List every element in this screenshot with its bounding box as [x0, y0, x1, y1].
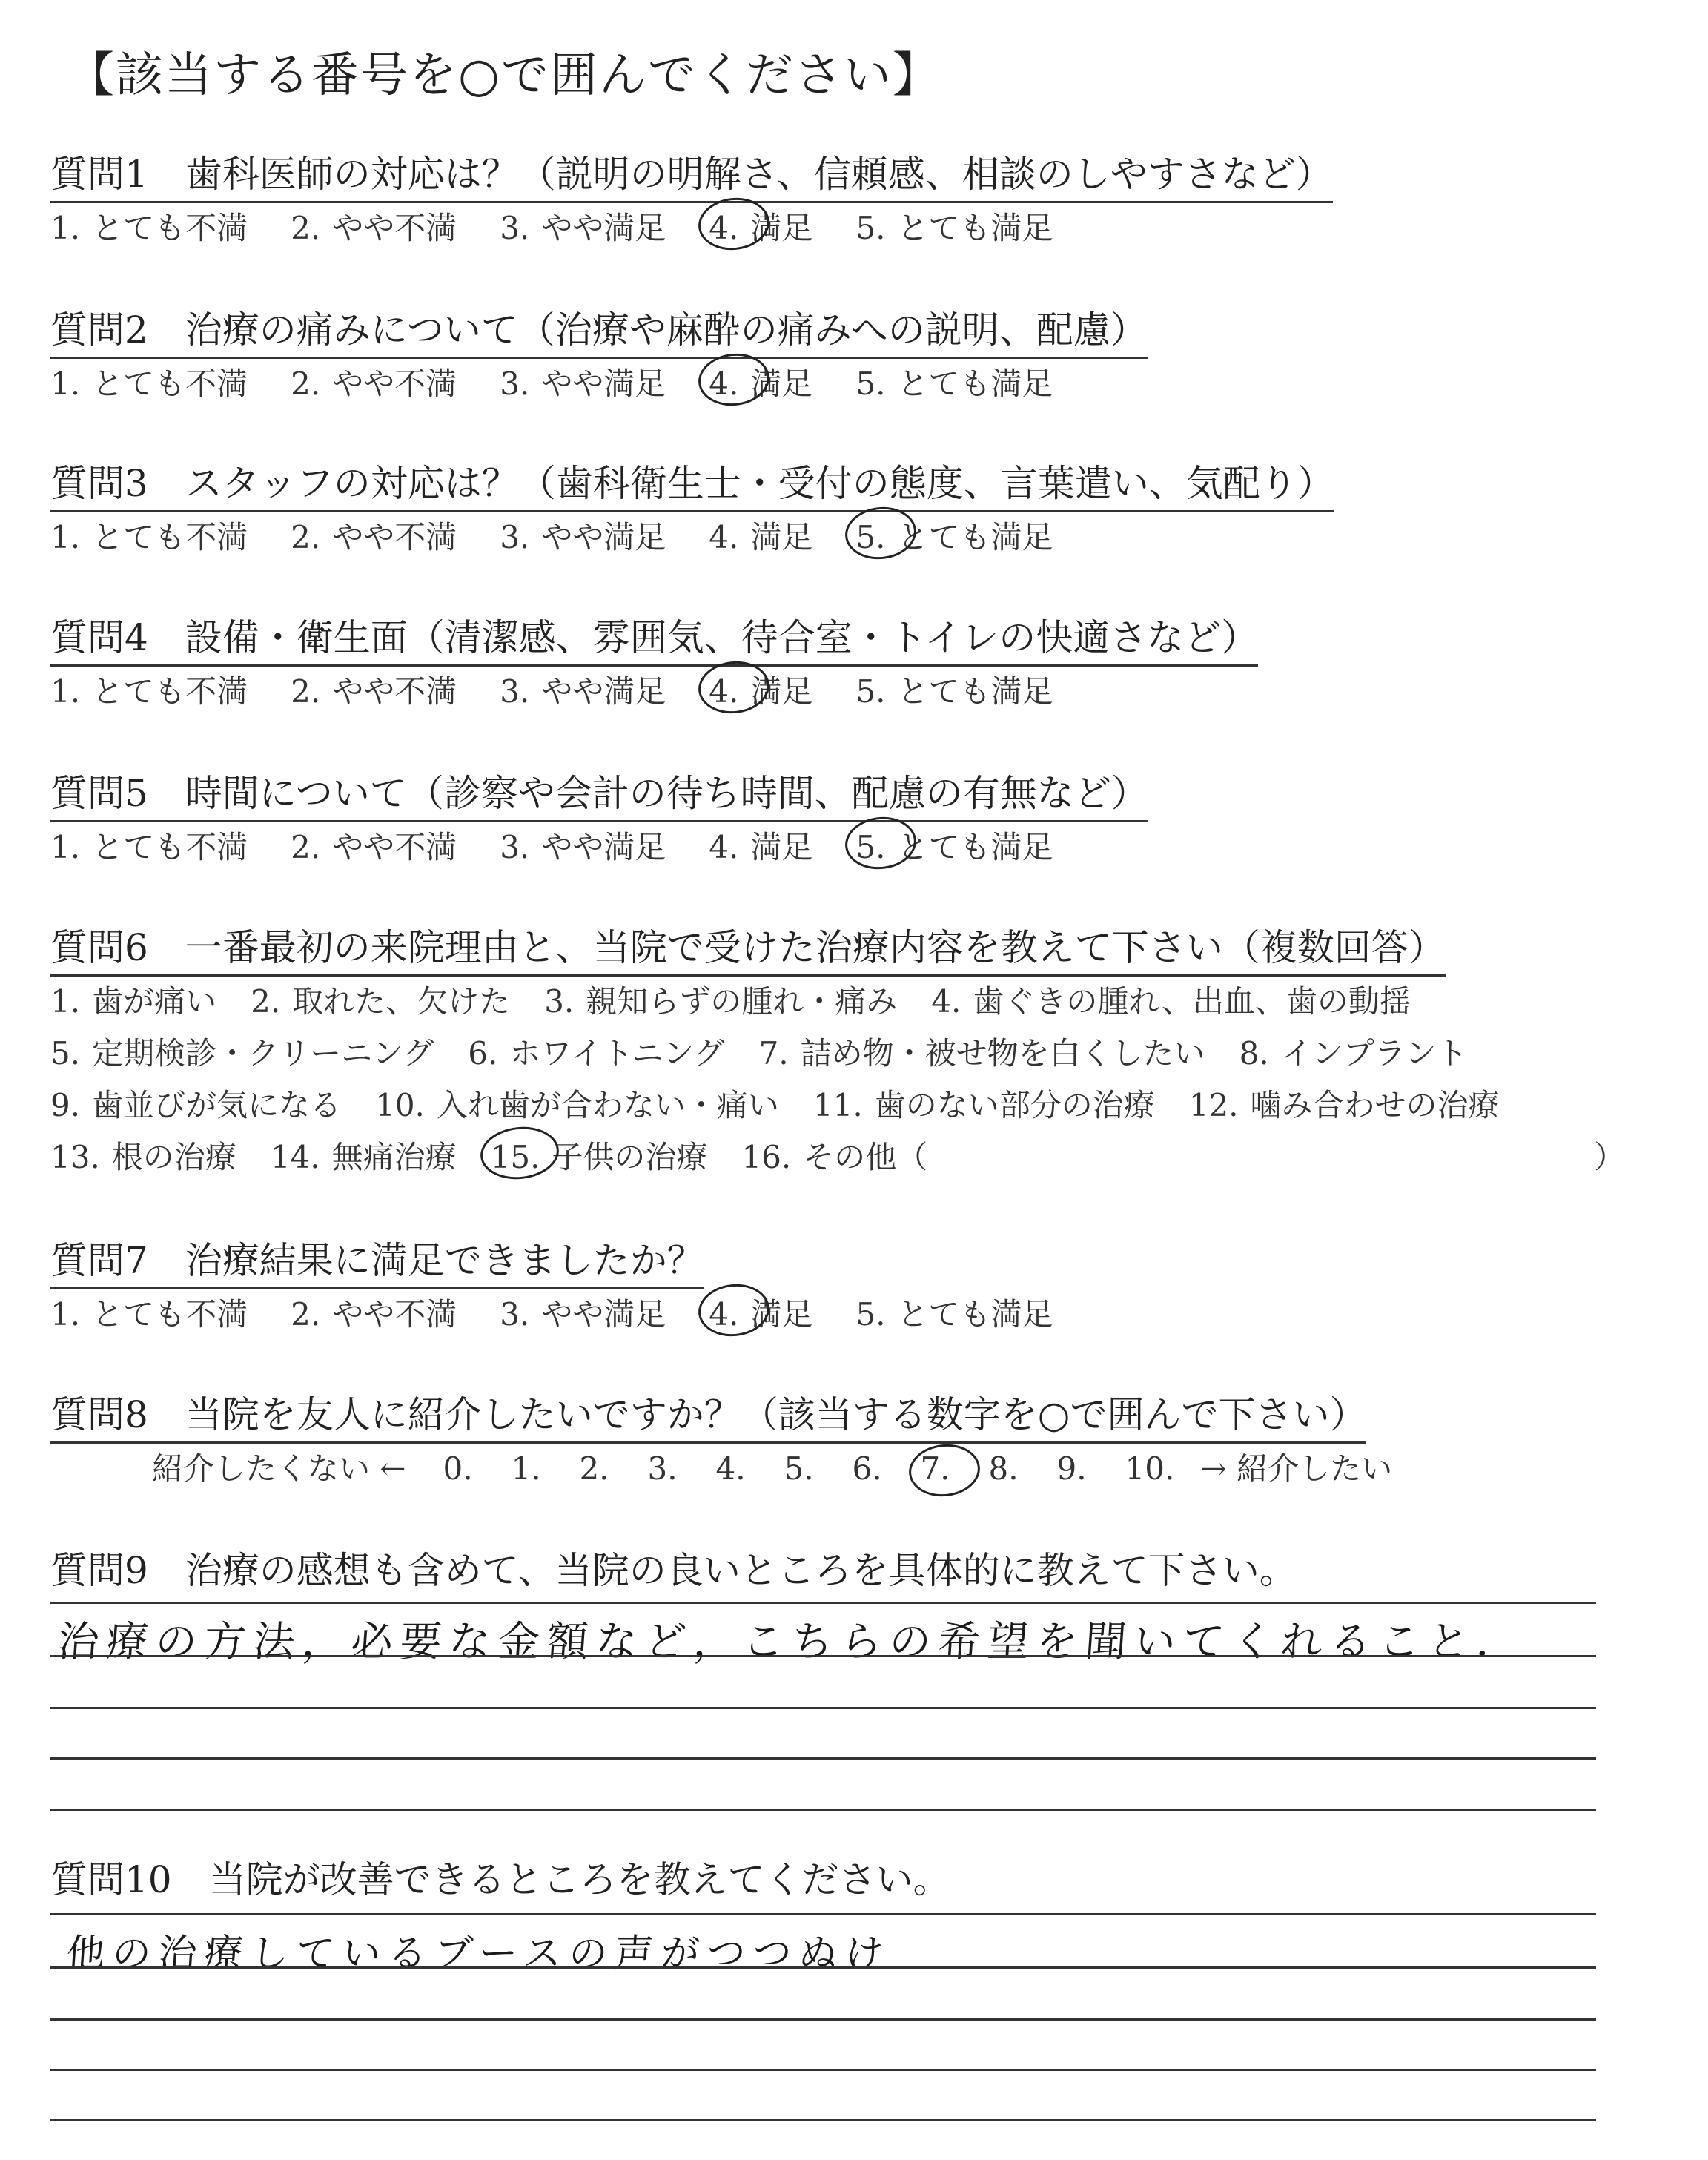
option-number: 3. — [500, 366, 530, 402]
option — [291, 667, 457, 712]
q7-title: 質問7 治療結果に満足できましたか？ — [50, 1231, 704, 1289]
option-number: 3. — [500, 673, 530, 710]
instruction-header: 【該当する番号を○で囲んでください】 — [67, 48, 941, 103]
option-number: 1. — [50, 829, 81, 865]
q8-numbers — [443, 1450, 1194, 1487]
option — [271, 1133, 457, 1178]
option-number: 2. — [291, 673, 321, 710]
option-label: やや不満 — [332, 829, 457, 865]
option-number: 4. — [709, 1296, 739, 1332]
option-number: 4. — [709, 366, 739, 402]
option-number: 3. — [500, 829, 530, 865]
q6-row — [50, 1133, 961, 1178]
option-number: 2. — [291, 829, 321, 865]
q5-options — [50, 823, 1096, 868]
option — [1239, 1029, 1468, 1074]
option-label: とても不満 — [92, 673, 248, 710]
option — [468, 1029, 724, 1074]
option — [291, 204, 457, 248]
q6-other-close: ） — [1594, 1139, 1626, 1175]
option — [50, 204, 248, 248]
q1-title: 質問1 歯科医師の対応は？（説明の明解さ、信頼感、相談のしやすさなど） — [50, 145, 1333, 203]
scale-number: 9. — [1056, 1450, 1087, 1487]
option — [855, 1290, 1053, 1335]
option — [500, 667, 666, 712]
option-number: 1. — [50, 983, 81, 1020]
option-selected — [491, 1133, 708, 1178]
option — [759, 1029, 1205, 1074]
scale-number: 10. — [1125, 1450, 1175, 1487]
option-selected — [709, 204, 812, 248]
answer-line — [50, 1602, 1596, 1604]
option-label: やや不満 — [332, 673, 457, 710]
scale-number: 1. — [511, 1450, 541, 1487]
q3-title: 質問3 スタッフの対応は？（歯科衛生士・受付の態度、言葉遣い、気配り） — [50, 454, 1334, 512]
option-number: 2. — [291, 210, 321, 246]
option-label: とても不満 — [92, 1296, 248, 1332]
q6-title: 質問6 一番最初の来院理由と、当院で受けた治療内容を教えて下さい（複数回答） — [50, 918, 1446, 977]
q6-row — [50, 977, 1445, 1022]
option — [709, 823, 812, 868]
option-number: 10. — [375, 1087, 425, 1123]
option-number: 4. — [709, 519, 739, 555]
option-number: 5. — [855, 210, 886, 246]
option-label: とても不満 — [92, 210, 248, 246]
option-number: 3. — [500, 1296, 530, 1332]
scale-number: 8. — [988, 1450, 1019, 1487]
option-number: 5. — [855, 519, 886, 555]
option-number: 5. — [855, 1296, 886, 1332]
option — [500, 1290, 666, 1335]
option-number: 15. — [490, 1139, 540, 1175]
q2-title: 質問2 治療の痛みについて（治療や麻酔の痛みへの説明、配慮） — [50, 300, 1148, 359]
option-label: やや不満 — [332, 210, 457, 246]
option-label: 満足 — [750, 210, 813, 246]
answer-line — [50, 1913, 1596, 1915]
q8-scale — [152, 1444, 1392, 1489]
option-number: 4. — [709, 673, 739, 710]
option-selected — [855, 513, 1053, 558]
option — [855, 360, 1053, 404]
option-selected — [855, 823, 1053, 868]
option-number: 4. — [709, 829, 739, 865]
option-label: やや不満 — [332, 519, 457, 555]
option-label: 定期検診・クリーニング — [92, 1035, 434, 1071]
option-label: 満足 — [750, 366, 813, 402]
option-label: とても不満 — [92, 366, 248, 402]
option — [251, 977, 510, 1022]
option — [500, 204, 666, 248]
q7-options — [50, 1290, 1096, 1335]
option-label: 歯が痛い — [92, 983, 217, 1020]
q5-title: 質問5 時間について（診察や会計の待ち時間、配慮の有無など） — [50, 764, 1148, 822]
option-number: 4. — [709, 210, 739, 246]
option — [50, 667, 248, 712]
option-label: ホワイトニング — [509, 1035, 725, 1071]
option-number: 2. — [291, 1296, 321, 1332]
option-label: 根の治療 — [111, 1139, 236, 1175]
q10-handwritten-answer: 他の治療しているブースの声がつつぬけ — [64, 1932, 893, 1976]
option-label: 子供の治療 — [552, 1139, 708, 1175]
q8-right-label: → 紹介したい — [1200, 1450, 1393, 1487]
option-label: 歯ぐきの腫れ、出血、歯の動揺 — [973, 983, 1411, 1020]
option-label: 満足 — [750, 1296, 813, 1332]
option — [291, 1290, 457, 1335]
option-number: 3. — [500, 519, 530, 555]
option-number: 1. — [50, 673, 81, 710]
option — [500, 360, 666, 404]
option-number: 8. — [1239, 1035, 1269, 1071]
option-label: 満足 — [750, 829, 813, 865]
option-label: やや満足 — [541, 1296, 666, 1332]
option-number: 2. — [251, 983, 281, 1020]
option — [50, 823, 248, 868]
option-number: 5. — [855, 366, 886, 402]
option-number: 4. — [931, 983, 961, 1020]
option-label: 親知らずの腫れ・痛み — [586, 983, 898, 1020]
q6-row — [50, 1029, 1502, 1074]
option-label: 取れた、欠けた — [292, 983, 511, 1020]
answer-line — [50, 2018, 1596, 2021]
option — [855, 204, 1053, 248]
option-label: 満足 — [750, 519, 813, 555]
scale-number: 2. — [579, 1450, 609, 1487]
option-number: 5. — [855, 673, 886, 710]
option-label: とても満足 — [897, 210, 1053, 246]
option — [50, 1133, 236, 1178]
q9-title: 質問9 治療の感想も含めて、当院の良いところを具体的に教えて下さい。 — [50, 1549, 1297, 1592]
option-number: 5. — [50, 1035, 81, 1071]
option-label: 歯並びが気になる — [92, 1087, 342, 1123]
option-label: やや満足 — [541, 519, 666, 555]
scale-number-selected: 7. — [921, 1450, 989, 1487]
option-number: 11. — [812, 1087, 863, 1123]
scale-number: 5. — [784, 1450, 814, 1487]
option-label: 噛み合わせの治療 — [1250, 1087, 1500, 1123]
scale-number: 3. — [647, 1450, 678, 1487]
option-number: 14. — [270, 1139, 320, 1175]
scale-number: 4. — [715, 1450, 746, 1487]
answer-line — [50, 1757, 1596, 1760]
q9-handwritten-answer: 治療の方法，必要な金額など，こちらの希望を聞いてくれること． — [56, 1618, 1527, 1666]
q10-title: 質問10 当院が改善できるところを教えてください。 — [50, 1858, 950, 1901]
answer-line — [50, 1655, 1596, 1657]
option-number: 1. — [50, 1296, 81, 1332]
option-label: やや不満 — [332, 366, 457, 402]
option-number: 3. — [544, 983, 575, 1020]
option — [500, 823, 666, 868]
option — [813, 1081, 1155, 1126]
option — [544, 977, 897, 1022]
option-label: とても満足 — [897, 1296, 1053, 1332]
option — [50, 360, 248, 404]
option — [500, 513, 666, 558]
option-label: とても満足 — [897, 366, 1053, 402]
option-label: やや満足 — [541, 829, 666, 865]
option-number: 6. — [468, 1035, 498, 1071]
option-label: とても不満 — [92, 519, 248, 555]
option — [741, 1133, 927, 1178]
option-label: 入れ歯が合わない・痛い — [436, 1087, 779, 1123]
answer-line — [50, 2119, 1596, 2121]
option-number: 1. — [50, 519, 81, 555]
option-label: インプラント — [1280, 1035, 1468, 1071]
q2-options — [50, 360, 1096, 404]
q8-title: 質問8 当院を友人に紹介したいですか？（該当する数字を○で囲んで下さい） — [50, 1385, 1366, 1444]
option — [50, 977, 216, 1022]
option-label: やや満足 — [541, 210, 666, 246]
option-number: 13. — [50, 1139, 100, 1175]
scale-number: 6. — [852, 1450, 882, 1487]
option-label: やや不満 — [332, 1296, 457, 1332]
option — [291, 513, 457, 558]
q6-row — [50, 1081, 1534, 1126]
option-label: 無痛治療 — [331, 1139, 457, 1175]
option — [291, 823, 457, 868]
option-number: 7. — [758, 1035, 789, 1071]
option-selected — [709, 667, 812, 712]
option — [50, 513, 248, 558]
option — [855, 667, 1053, 712]
option-label: とても満足 — [897, 673, 1053, 710]
option — [50, 1081, 341, 1126]
option — [1189, 1081, 1500, 1126]
option-number: 2. — [291, 519, 321, 555]
option-number: 16. — [741, 1139, 792, 1175]
option-label: とても不満 — [92, 829, 248, 865]
option — [375, 1081, 779, 1126]
option — [931, 977, 1411, 1022]
option — [50, 1290, 248, 1335]
option — [291, 360, 457, 404]
option-selected — [709, 360, 812, 404]
option-number: 9. — [50, 1087, 81, 1123]
option-number: 3. — [500, 210, 530, 246]
option-number: 12. — [1188, 1087, 1239, 1123]
answer-line — [50, 1966, 1596, 1969]
option — [709, 513, 812, 558]
answer-line — [50, 1809, 1596, 1811]
option-label: とても満足 — [897, 519, 1053, 555]
option-label: その他（ — [803, 1139, 928, 1175]
option-number: 1. — [50, 210, 81, 246]
option-label: 満足 — [750, 673, 813, 710]
q3-options — [50, 513, 1096, 558]
option-label: とても満足 — [897, 829, 1053, 865]
answer-line — [50, 1707, 1596, 1709]
option-label: 詰め物・被せ物を白くしたい — [800, 1035, 1205, 1071]
answer-line — [50, 2069, 1596, 2071]
option-selected — [709, 1290, 812, 1335]
scale-number: 0. — [443, 1450, 473, 1487]
option-label: 歯のない部分の治療 — [874, 1087, 1155, 1123]
q8-left-label: 紹介したくない ← — [152, 1450, 406, 1487]
q4-options — [50, 667, 1096, 712]
option-number: 5. — [855, 829, 886, 865]
q1-options — [50, 204, 1096, 248]
option-number: 2. — [291, 366, 321, 402]
option-label: やや満足 — [541, 366, 666, 402]
option-label: やや満足 — [541, 673, 666, 710]
q4-title: 質問4 設備・衛生面（清潔感、雰囲気、待合室・トイレの快適さなど） — [50, 608, 1258, 667]
option — [50, 1029, 434, 1074]
option-number: 1. — [50, 366, 81, 402]
